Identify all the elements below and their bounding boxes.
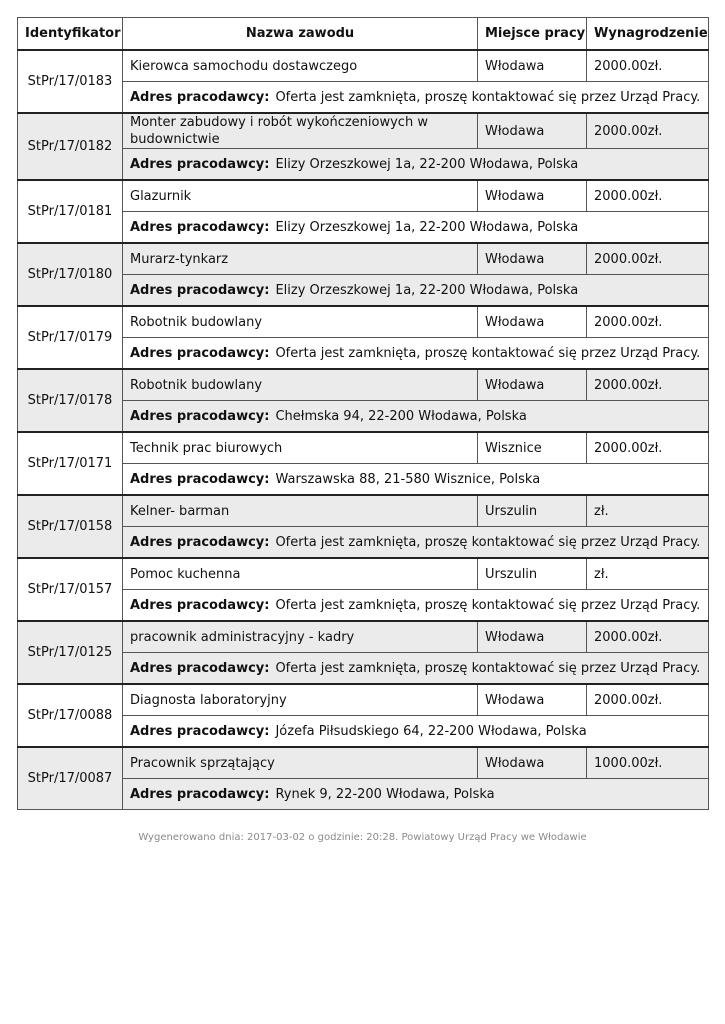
employer-address: Elizy Orzeszkowej 1a, 22-200 Włodawa, Polska (275, 156, 579, 172)
offer-id: StPr/17/0088 (18, 684, 123, 747)
offer-group (18, 432, 709, 495)
job-name: Kelner- barman (123, 495, 478, 527)
employer-address-cell (123, 590, 709, 622)
salary: 2000.00zł. (587, 50, 709, 82)
offer-id: StPr/17/0180 (18, 243, 123, 306)
employer-address: Józefa Piłsudskiego 64, 22-200 Włodawa, Polska (275, 723, 587, 739)
job-name: Diagnosta laboratoryjny (123, 684, 478, 716)
employer-address-label: Adres pracodawcy: (130, 786, 270, 802)
job-name: pracownik administracyjny - kadry (123, 621, 478, 653)
employer-address-cell (123, 464, 709, 496)
offer-group (18, 747, 709, 810)
employer-address: Oferta jest zamknięta, proszę kontaktować się przez Urząd Pracy. (275, 597, 701, 613)
employer-address-label: Adres pracodawcy: (130, 723, 270, 739)
employer-address-cell (123, 527, 709, 559)
table-row (18, 495, 709, 527)
table-row (18, 432, 709, 464)
offer-group (18, 306, 709, 369)
offer-id: StPr/17/0182 (18, 113, 123, 180)
header-salary: Wynagrodzenie (587, 18, 709, 51)
job-name: Robotnik budowlany (123, 306, 478, 338)
employer-address-label: Adres pracodawcy: (130, 89, 270, 105)
employer-address: Rynek 9, 22-200 Włodawa, Polska (275, 786, 495, 802)
employer-address-cell (123, 275, 709, 307)
offer-id: StPr/17/0158 (18, 495, 123, 558)
offer-group (18, 180, 709, 243)
job-name: Technik prac biurowych (123, 432, 478, 464)
job-name: Robotnik budowlany (123, 369, 478, 401)
generated-footer: Wygenerowano dnia: 2017-03-02 o godzinie: 20:28. Powiatowy Urząd Pracy we Włodawie (138, 832, 587, 843)
table-row (18, 306, 709, 338)
work-place: Wisznice (478, 432, 587, 464)
offer-id: StPr/17/0157 (18, 558, 123, 621)
employer-address: Oferta jest zamknięta, proszę kontaktować się przez Urząd Pracy. (275, 534, 701, 550)
offer-id: StPr/17/0181 (18, 180, 123, 243)
table-row (18, 50, 709, 82)
salary: 2000.00zł. (587, 369, 709, 401)
table-row (18, 621, 709, 653)
employer-address-cell (123, 716, 709, 748)
work-place: Włodawa (478, 113, 587, 149)
employer-address-cell (123, 82, 709, 114)
work-place: Włodawa (478, 684, 587, 716)
employer-address-cell (123, 212, 709, 244)
employer-address-label: Adres pracodawcy: (130, 597, 270, 613)
offer-group (18, 113, 709, 180)
salary: zł. (587, 495, 709, 527)
offer-id: StPr/17/0179 (18, 306, 123, 369)
offer-id: StPr/17/0087 (18, 747, 123, 810)
table-row (18, 180, 709, 212)
employer-address-label: Adres pracodawcy: (130, 534, 270, 550)
employer-address: Oferta jest zamknięta, proszę kontaktować się przez Urząd Pracy. (275, 345, 701, 361)
salary: 2000.00zł. (587, 306, 709, 338)
work-place: Włodawa (478, 621, 587, 653)
employer-address: Chełmska 94, 22-200 Włodawa, Polska (275, 408, 527, 424)
employer-address-cell (123, 653, 709, 685)
offer-id: StPr/17/0171 (18, 432, 123, 495)
work-place: Włodawa (478, 369, 587, 401)
work-place: Włodawa (478, 243, 587, 275)
work-place: Włodawa (478, 747, 587, 779)
job-name: Murarz-tynkarz (123, 243, 478, 275)
offer-group (18, 50, 709, 113)
header-id: Identyfikator (18, 18, 123, 51)
employer-address: Elizy Orzeszkowej 1a, 22-200 Włodawa, Polska (275, 282, 579, 298)
employer-address-label: Adres pracodawcy: (130, 219, 270, 235)
employer-address-label: Adres pracodawcy: (130, 660, 270, 676)
employer-address-label: Adres pracodawcy: (130, 345, 270, 361)
salary: 2000.00zł. (587, 432, 709, 464)
employer-address-label: Adres pracodawcy: (130, 282, 270, 298)
work-place: Urszulin (478, 558, 587, 590)
job-name: Kierowca samochodu dostawczego (123, 50, 478, 82)
table-row (18, 369, 709, 401)
table-header-row (18, 18, 709, 51)
job-name: Monter zabudowy i robót wykończeniowych w budownictwie (123, 113, 478, 149)
offer-id: StPr/17/0178 (18, 369, 123, 432)
offer-group (18, 621, 709, 684)
employer-address-cell (123, 401, 709, 433)
offer-group (18, 369, 709, 432)
salary: 1000.00zł. (587, 747, 709, 779)
work-place: Włodawa (478, 180, 587, 212)
table-row (18, 558, 709, 590)
offer-group (18, 243, 709, 306)
employer-address: Elizy Orzeszkowej 1a, 22-200 Włodawa, Polska (275, 219, 579, 235)
offer-id: StPr/17/0183 (18, 50, 123, 113)
offer-group (18, 558, 709, 621)
offer-group (18, 684, 709, 747)
employer-address: Oferta jest zamknięta, proszę kontaktować się przez Urząd Pracy. (275, 89, 701, 105)
employer-address-label: Adres pracodawcy: (130, 471, 270, 487)
header-place: Miejsce pracy (478, 18, 587, 51)
employer-address-label: Adres pracodawcy: (130, 156, 270, 172)
job-name: Pracownik sprzątający (123, 747, 478, 779)
salary: 2000.00zł. (587, 113, 709, 149)
table-row (18, 243, 709, 275)
work-place: Włodawa (478, 306, 587, 338)
header-name: Nazwa zawodu (123, 18, 478, 51)
work-place: Urszulin (478, 495, 587, 527)
job-offers-table (17, 17, 709, 810)
table-row (18, 684, 709, 716)
employer-address-cell (123, 149, 709, 181)
salary: 2000.00zł. (587, 684, 709, 716)
offer-id: StPr/17/0125 (18, 621, 123, 684)
work-place: Włodawa (478, 50, 587, 82)
job-name: Pomoc kuchenna (123, 558, 478, 590)
employer-address-cell (123, 779, 709, 810)
salary: 2000.00zł. (587, 621, 709, 653)
salary: zł. (587, 558, 709, 590)
employer-address: Warszawska 88, 21-580 Wisznice, Polska (275, 471, 541, 487)
job-name: Glazurnik (123, 180, 478, 212)
employer-address: Oferta jest zamknięta, proszę kontaktować się przez Urząd Pracy. (275, 660, 701, 676)
salary: 2000.00zł. (587, 180, 709, 212)
employer-address-cell (123, 338, 709, 370)
salary: 2000.00zł. (587, 243, 709, 275)
table-row (18, 747, 709, 779)
employer-address-label: Adres pracodawcy: (130, 408, 270, 424)
offer-group (18, 495, 709, 558)
table-row (18, 113, 709, 149)
